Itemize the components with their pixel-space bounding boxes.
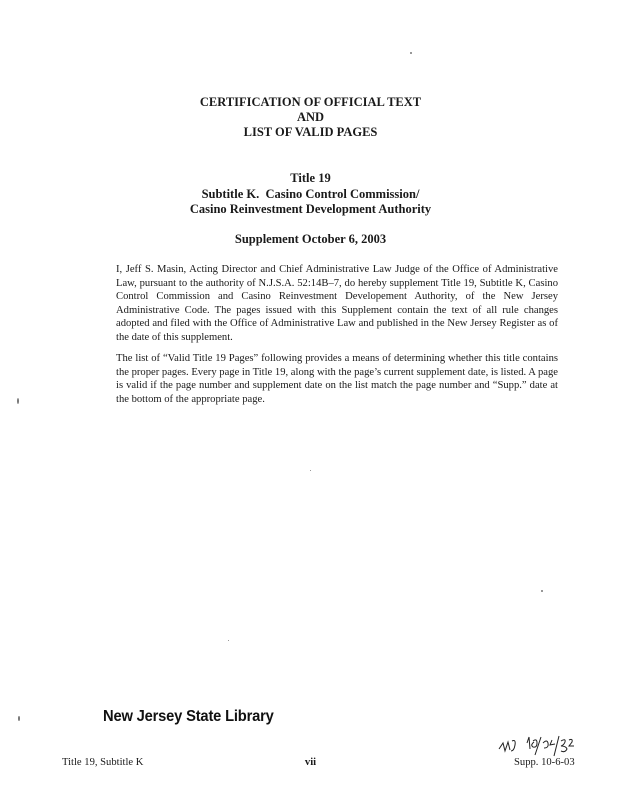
heading-line-3: LIST OF VALID PAGES	[243, 125, 378, 139]
title-subheading	[0, 171, 621, 218]
scan-speck	[228, 640, 229, 641]
certification-heading	[0, 95, 621, 140]
scan-speck	[17, 398, 19, 404]
footer-title: Title 19, Subtitle K	[62, 757, 144, 768]
heading-line-1: CERTIFICATION OF OFFICIAL TEXT	[199, 95, 422, 109]
scan-speck	[541, 590, 543, 592]
title-number: Title 19	[290, 171, 331, 185]
scan-speck	[18, 716, 20, 721]
scan-speck	[410, 52, 412, 54]
subtitle-line-1: Subtitle K. Casino Control Commission/	[201, 186, 420, 201]
subtitle-line-2: Casino Reinvestment Development Authority	[189, 202, 432, 216]
supplement-date: Supplement October 6, 2003	[234, 232, 387, 246]
body-paragraph-2: The list of “Valid Title 19 Pages” following provides a means of determining whether this title contains the proper pages. Every page in Title 19, along with the page’s current supplement date, is listed. A page is valid if the page number and supplement date on the list match the page number and “Supp.” date at the bottom of the appropriate page.	[116, 353, 558, 405]
library-stamp: New Jersey State Library	[103, 708, 274, 725]
scan-speck	[310, 470, 311, 471]
footer-page-number: vii	[304, 757, 317, 768]
body-paragraph-1: I, Jeff S. Masin, Acting Director and Chief Administrative Law Judge of the Office of Administrative Law, pursuant to the authority of N.J.S.A. 52:14B–7, do hereby supplement Title 19, Subtitle K, Casino Control Commission and Casino Reinvestment Developement Authority, of the New Jersey Administrative Code. The pages issued with this Supplement contain the text of all rule changes adopted and filed with the Office of Administrative Law and published in the New Jersey Register as of the date of this supplement.	[116, 264, 558, 343]
heading-line-2: AND	[296, 110, 325, 124]
footer-supplement-date: Supp. 10-6-03	[514, 757, 575, 768]
